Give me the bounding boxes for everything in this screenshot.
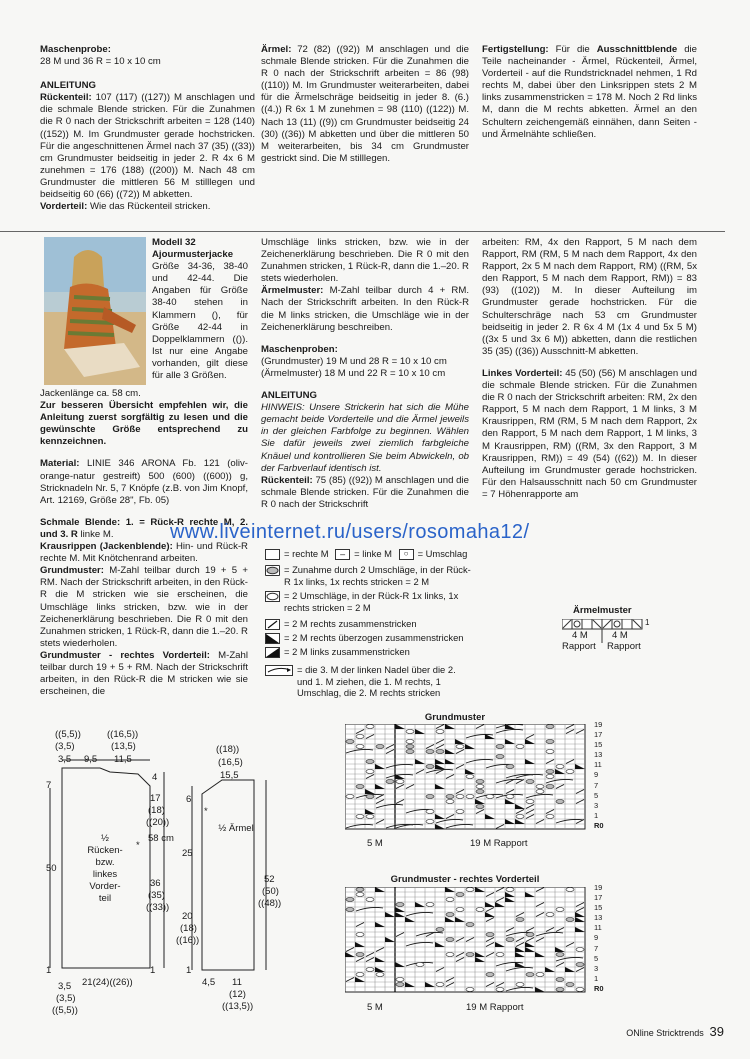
chart-yarnover-mark	[456, 745, 464, 749]
chart-yarnover-mark	[346, 908, 354, 912]
material-label: Material:	[40, 458, 80, 470]
ruecken-label: Rückenteil:	[261, 474, 313, 486]
mp-line2: (Ärmelmuster) 18 M und 22 R = 10 x 10 cm	[261, 367, 446, 379]
sleeve-b5: ((13,5))	[222, 1001, 254, 1012]
model-overview: Zur besseren Übersicht empfehlen wir, die Anleitung zuerst sorgfältig zu lesen und die gewünschte Größe entsprechend zu kennzeichnen.	[40, 400, 248, 448]
chart-yarnover-mark	[356, 745, 364, 749]
chart-yarnover-mark	[426, 795, 434, 799]
back-h7: 36	[150, 878, 161, 889]
model-title-a: Modell 32	[152, 237, 196, 248]
legend-row-1	[265, 548, 480, 562]
model-photo-illustration	[44, 237, 146, 385]
aermel-chart-label1: 4 M	[572, 630, 588, 641]
chart-yarnover-mark	[516, 918, 524, 922]
sleeve-b3: 11	[232, 977, 242, 988]
chart-row-number: 5	[594, 953, 599, 963]
chart1-grid	[345, 724, 591, 834]
chart-yarnover-mark	[366, 795, 374, 799]
chart-yarnover-mark	[366, 898, 374, 902]
chart-yarnover-mark	[536, 790, 544, 794]
chart-yarnover-mark	[526, 933, 534, 937]
chart-yarnover-mark	[546, 740, 554, 744]
aermel-chart-label2: 4 M	[612, 630, 628, 641]
rueckenteil-text: 107 (117) ((127)) M anschlagen und die schmale Blende stricken. Für die Zunahmen die R 0 nach der Strickschrift arbeiten = 128 (140) ((152)) M. Im Grundmuster gerade hochstricken. Für die angeschnittenen Ärmel nach 37 (35) ((33)) cm Grundmuster beidseitig in jeder 2. R 4x 6 M zunehmen = 176 (188) ((200)) M. Nach 48 cm Grundmuster die mittleren 56 M stilllegen und beidseitig 60 (66) ((72)) M abketten.	[40, 92, 255, 201]
legend-row-7	[265, 664, 480, 700]
back-t3: 3,5	[58, 754, 72, 765]
knit-symbol-icon	[265, 549, 280, 560]
chart-yarnover-mark	[406, 730, 414, 734]
legend-text: = 2 M rechts zusammenstricken	[284, 618, 417, 629]
fertig-text-b: die Teile nacheinander - Ärmel, Rückenteil, Ärmel, Vorderteil - auf die Rundstricknadel nehmen, 1 Rd rechts M, dabei über den Linksrippen stets 2 M links zusammenstricken = 178 M. Noch 2 Rd links M, dann die M rechts abketten. Ärmel an den Schultern zeichengemäß einnähen, dann Seiten - und Ärmelnähte schließen.	[482, 44, 697, 140]
back-h3: 17	[150, 793, 161, 804]
chart-yarnover-mark	[476, 908, 484, 912]
mid-anleitung: ANLEITUNG	[261, 390, 317, 402]
chart-yarnover-mark	[446, 795, 454, 799]
rueckenteil-label: Rückenteil:	[40, 92, 92, 104]
back-mark: 58 cm	[148, 833, 174, 844]
chart-row-number: 17	[594, 893, 603, 903]
chart-yarnover-mark	[486, 933, 494, 937]
chart-yarnover-mark	[356, 953, 364, 957]
page-footer	[626, 1024, 724, 1039]
sleeve-t2: (16,5)	[218, 757, 243, 768]
blende-label: Schmale Blende: 1. = Rück-R rechte M, 2. und 3. R	[40, 516, 248, 540]
chart-yarnover-mark	[546, 750, 554, 754]
chart-yarnover-mark	[526, 800, 534, 804]
double-yarnover-icon	[265, 591, 280, 602]
chart-yarnover-mark	[556, 988, 564, 992]
maschenprobe-text: 28 M und 36 R = 10 x 10 cm	[40, 56, 161, 68]
chart-yarnover-mark	[446, 938, 454, 942]
chart-yarnover-mark	[366, 968, 374, 972]
aermelmuster-label: Ärmelmuster:	[261, 285, 324, 297]
mp-line1: (Grundmuster) 19 M und 28 R = 10 x 10 cm	[261, 355, 447, 367]
aermel-chart-rep2: Rapport	[607, 641, 641, 652]
chart-row-number: 5	[594, 790, 599, 800]
chart2-left-label: 5 M	[367, 1002, 383, 1013]
mid-col2-text: Umschläge links stricken, bzw. wie in der Zeichenerklärung beschrieben. Die R 0 mit den Zunahmen stricken, 1 Rück-R, dann die 1.–20. R stets wiederholen.	[261, 237, 469, 285]
top-col-3	[482, 44, 697, 141]
chart-row-number: 3	[594, 963, 599, 973]
chart-yarnover-mark	[466, 988, 474, 992]
legend-text: = linke M	[354, 548, 392, 559]
chart-yarnover-mark	[496, 755, 504, 759]
anleitung-title: ANLEITUNG	[40, 80, 96, 92]
chart-yarnover-mark	[346, 795, 354, 799]
back-b3: 3,5	[58, 981, 72, 992]
chart-row-number: 17	[594, 730, 603, 740]
chart-yarnover-mark	[516, 983, 524, 987]
maschenprobe-title: Maschenprobe:	[40, 44, 111, 55]
legend-text: = Umschlag	[417, 548, 468, 559]
chart-yarnover-mark	[476, 785, 484, 789]
chart-yarnover-mark	[566, 918, 574, 922]
back-h1: 7	[46, 780, 52, 791]
model-col-3	[482, 237, 697, 501]
chart-yarnover-mark	[546, 775, 554, 779]
linkes-text: 45 (50) (56) M anschlagen und die schmale Blende stricken. Für die Zunahmen die R 0 nach der Strickschrift arbeiten: RM, 2x den Rapport, 5 M nach dem Rapport, 1 M links, 3 M Krausrippen, RM (RM, 5 M nach dem Rapport, 2x den Rapport, 5 M nach dem Rapport, 1 M links, 3 M Krausrippen, RM) ((RM, 3x den Rapport, 3 M Krausrippen, RM)) = 49 (54) ((62)) M. In dieser Aufteilung im Grundmuster gerade hochstricken. Für den Halsausschnitt nach 50 cm Grundmuster = 7 Höhenrapporte am	[482, 367, 697, 500]
chart-yarnover-mark	[536, 973, 544, 977]
chart-yarnover-mark	[496, 745, 504, 749]
chart-yarnover-mark	[446, 953, 454, 957]
aermel-text: 72 (82) ((92)) M anschlagen und die schmale Blende stricken. Für die Zunahmen die R 0 nach der Strickschrift arbeiten = 86 (98) ((110)) M. Im Grundmuster weiterarbeiten, dabei für die Ärmelschräge beidseitig in jeder 8. (6.) ((4.)) R 6x 1 M zunehmen = 98 (110) ((122)) M. Nach 13 (11) ((9)) cm Grundmuster beidseitig 24 (30) ((36)) M abketten und über die mittleren 50 M weiterarbeiten, bis 34 cm Grundmuster gestrickt sind. Die M stilllegen.	[261, 44, 469, 164]
legend-text: = rechte M	[284, 548, 329, 559]
chart-row-number: 7	[594, 943, 599, 953]
chart-yarnover-mark	[356, 933, 364, 937]
model-photo	[44, 237, 146, 385]
chart-yarnover-mark	[396, 780, 404, 784]
page-number: 39	[709, 1024, 724, 1039]
back-h4: (18)	[148, 805, 165, 816]
chart2-row-numbers	[594, 883, 604, 994]
chart-yarnover-mark	[446, 913, 454, 917]
sleeve-h5: ((16))	[176, 935, 200, 946]
watermark-url[interactable]: www.liveinternet.ru/users/rosomaha12/	[170, 521, 530, 543]
chart-yarnover-mark	[466, 953, 474, 957]
sleeve-h1: 6	[186, 794, 192, 805]
back-t2: (3,5)	[55, 741, 75, 752]
sleeve-h4: (18)	[180, 923, 197, 934]
vorderteil-label: Vorderteil:	[40, 201, 88, 213]
legend-text: = die 3. M der linken Nadel über die 2. und 1. M ziehen, die 1. M rechts, 1 Umschlag, die 2. M rechts stricken	[297, 664, 456, 699]
sleeve-b1: 1	[186, 965, 192, 976]
grund-label: Grundmuster:	[40, 565, 104, 577]
hinweis-text: HINWEIS: Unsere Strickerin hat sich die Mühe gemacht beide Vorderteile und die Ärmel jeweils in der gleichen Farbfolge zu beginnen. Wählen Sie dafür jeweils zwei ziemlich farbgleiche Knäuel und kontrollieren Sie beim Abwickeln, ob der Farbverlauf identisch ist.	[261, 402, 469, 474]
aermel-label: Ärmel:	[261, 44, 292, 55]
chart-yarnover-mark	[366, 760, 374, 764]
chart-yarnover-mark	[516, 815, 524, 819]
kraus-text: Hin- und Rück-R rechte M. Mit Knötchenrand arbeiten.	[40, 541, 248, 565]
legend-text: = Zunahme durch 2 Umschläge, in der Rück-R 1x links, 1x rechts stricken = 2 M	[284, 564, 471, 587]
chart-yarnover-mark	[556, 800, 564, 804]
chart-row-number: 7	[594, 780, 599, 790]
chart-yarnover-mark	[356, 815, 364, 819]
legend-text: = 2 M links zusammenstricken	[284, 646, 410, 657]
chart-row-number: 15	[594, 740, 603, 750]
chart-row-number: 11	[594, 923, 602, 933]
chart-yarnover-mark	[456, 893, 464, 897]
chart-yarnover-mark	[346, 898, 354, 902]
chart-yarnover-mark	[556, 978, 564, 982]
k2tog-icon	[265, 619, 280, 630]
sleeve-b2: 4,5	[202, 977, 216, 988]
chart-yarnover-mark	[526, 973, 534, 977]
chart-yarnover-mark	[566, 888, 574, 892]
chart1-left-label: 5 M	[367, 838, 383, 849]
chart-yarnover-mark	[406, 740, 414, 744]
chart-yarnover-mark	[496, 953, 504, 957]
sleeve-label: ½ Ärmel	[218, 823, 254, 834]
chart-yarnover-mark	[546, 913, 554, 917]
sleeve-h8: ((48))	[258, 898, 282, 909]
chart-row-number: 13	[594, 750, 603, 760]
sleeve-h6: 52	[264, 874, 275, 885]
legend-text: = 2 M rechts überzogen zusammenstricken	[284, 632, 464, 643]
chart-yarnover-mark	[406, 750, 414, 754]
back-b6: 21(24)((26))	[82, 977, 133, 988]
chart-yarnover-mark	[576, 948, 584, 952]
model-col-1	[152, 237, 248, 382]
chart-yarnover-mark	[366, 815, 374, 819]
chart1-rapport-label: 19 M Rapport	[470, 838, 528, 849]
chart-row-zero: R0	[594, 820, 604, 830]
aermel-chart-rownum: 1	[645, 618, 650, 627]
sleeve-t1: ((18))	[216, 744, 240, 755]
chart-yarnover-mark	[346, 740, 354, 744]
chart-yarnover-mark	[556, 765, 564, 769]
chart-yarnover-mark	[386, 780, 394, 784]
chart-yarnover-mark	[556, 908, 564, 912]
chart-yarnover-mark	[366, 725, 374, 729]
chart-yarnover-mark	[466, 888, 474, 892]
chart-yarnover-mark	[356, 888, 364, 892]
chart-yarnover-mark	[476, 790, 484, 794]
chart-yarnover-mark	[566, 770, 574, 774]
chart-yarnover-mark	[426, 765, 434, 769]
legend-row-3	[265, 590, 480, 614]
legend-row-4	[265, 618, 480, 632]
chart-yarnover-mark	[356, 973, 364, 977]
kraus-label: Krausrippen (Jackenblende):	[40, 541, 173, 553]
grund2-label: Grundmuster - rechtes Vorderteil:	[40, 649, 210, 661]
chart-yarnover-mark	[506, 795, 514, 799]
back-t5: ((16,5))	[107, 729, 139, 740]
legend-row-2	[265, 564, 480, 588]
ruecken-text: 75 (85) ((92)) M anschlagen und die schmale Blende stricken. Für die Zunahmen die R 0 nach der Strickschrift	[261, 474, 469, 510]
linkes-label: Linkes Vorderteil:	[482, 367, 563, 379]
aermel-chart-rep1: Rapport	[562, 641, 596, 652]
back-h2: 4	[152, 772, 158, 783]
chart-yarnover-mark	[486, 795, 494, 799]
chart2-rapport-label: 19 M Rapport	[466, 1002, 524, 1013]
chart-row-number: 11	[594, 760, 602, 770]
ssk-icon	[265, 633, 280, 644]
chart-yarnover-mark	[546, 815, 554, 819]
back-t7: 11,5	[114, 754, 132, 765]
top-col-2	[261, 44, 469, 165]
chart-yarnover-mark	[416, 963, 424, 967]
sleeve-b4: (12)	[229, 989, 246, 1000]
fertig-label: Fertigstellung:	[482, 44, 549, 55]
sleeve-h7: (50)	[262, 886, 279, 897]
mp-label: Maschenproben:	[261, 343, 338, 355]
chart-yarnover-mark	[396, 903, 404, 907]
back-star: *	[136, 840, 140, 851]
chart-row-number: 3	[594, 800, 599, 810]
top-col-1	[40, 44, 255, 213]
chart-yarnover-mark	[476, 805, 484, 809]
back-b4: (3,5)	[56, 993, 76, 1004]
chart-yarnover-mark	[456, 795, 464, 799]
section-divider	[0, 231, 725, 232]
yarnover-symbol-icon: ○	[399, 549, 414, 560]
model-sizes: Größe 34-36, 38-40 und 42-44. Die Angaben für Größe 38-40 stehen in Klammern (), für Größe 42-44 in Doppelklammern (()). Ist nur eine Angabe vorhanden, gilt diese für alle 3 Größen.	[152, 261, 248, 382]
ausschnitt-label: Ausschnittblende	[596, 44, 678, 55]
chart-yarnover-mark	[506, 938, 514, 942]
legend-row-6	[265, 646, 480, 660]
chart-yarnover-mark	[376, 745, 384, 749]
model-length: Jackenlänge ca. 58 cm.	[40, 388, 141, 399]
back-label: ½ Rücken- bzw. linkes Vorder- teil	[87, 833, 123, 904]
back-b1: 1	[46, 965, 52, 976]
chart-yarnover-mark	[506, 888, 514, 892]
chart-yarnover-mark	[426, 750, 434, 754]
legend-text: = 2 Umschläge, in der Rück-R 1x links, 1x rechts stricken = 2 M	[284, 590, 459, 613]
chart-yarnover-mark	[546, 770, 554, 774]
back-b5: ((5,5))	[52, 1005, 78, 1016]
chart-yarnover-mark	[396, 978, 404, 982]
chart2-grid	[345, 887, 591, 997]
chart-yarnover-mark	[446, 800, 454, 804]
chart-row-number: 1	[594, 973, 599, 983]
chart-row-number: 13	[594, 913, 603, 923]
chart-yarnover-mark	[426, 810, 434, 814]
p2tog-icon	[265, 647, 280, 658]
increase-symbol-icon	[265, 565, 280, 576]
chart-row-number: 9	[594, 933, 599, 943]
chart-yarnover-mark	[426, 820, 434, 824]
sleeve-t3: 15,5	[220, 770, 239, 781]
sleeve-h3: 20	[182, 911, 193, 922]
model-title-b: Ajourmusterjacke	[152, 249, 234, 261]
aermel-chart-title: Ärmelmuster	[573, 605, 632, 616]
chart-yarnover-mark	[436, 928, 444, 932]
chart-row-zero: R0	[594, 983, 604, 993]
chart-yarnover-mark	[466, 775, 474, 779]
chart-yarnover-mark	[406, 745, 414, 749]
chart-yarnover-mark	[436, 730, 444, 734]
chart1-title: Grundmuster	[424, 712, 486, 723]
chart-yarnover-mark	[546, 785, 554, 789]
chart1-row-numbers	[594, 720, 604, 831]
chart-yarnover-mark	[426, 903, 434, 907]
back-h5: ((20))	[146, 817, 170, 828]
chart-yarnover-mark	[436, 983, 444, 987]
chart-yarnover-mark	[466, 795, 474, 799]
chart-yarnover-mark	[436, 750, 444, 754]
chart-yarnover-mark	[446, 898, 454, 902]
back-h6: 50	[46, 863, 57, 874]
chart-yarnover-mark	[576, 963, 584, 967]
sleeve-h2: 25	[182, 848, 193, 859]
material-text: LINIE 346 ARONA Fb. 121 (oliv-orange-natur gestreift) 500 (600) ((600)) g, Stricknadeln Nr. 5, 7 Knöpfe (z.B. von Jim Knopf, Art. 12169, Größe 28", Fb. 05)	[40, 458, 248, 506]
chart-row-number: 9	[594, 770, 599, 780]
chart-row-number: 19	[594, 720, 603, 729]
aermelmuster-text: M-Zahl teilbar durch 4 + RM. Nach der Strickschrift arbeiten. In den Rück-R die M links stricken, die Umschläge wie in der Zeichenerklärung beschreiben.	[261, 285, 469, 333]
chart-yarnover-mark	[526, 780, 534, 784]
chart-yarnover-mark	[576, 988, 584, 992]
footer-magazine: ONline Stricktrends	[626, 1028, 704, 1038]
chart-yarnover-mark	[356, 785, 364, 789]
fertig-text-a: Für die	[555, 44, 590, 55]
chart-yarnover-mark	[396, 983, 404, 987]
chart-row-number: 1	[594, 810, 599, 820]
chart-yarnover-mark	[486, 973, 494, 977]
chart-yarnover-mark	[456, 908, 464, 912]
chart-yarnover-mark	[356, 735, 364, 739]
back-t4: 9,5	[84, 754, 98, 765]
chart-yarnover-mark	[536, 785, 544, 789]
back-t6: (13,5)	[111, 741, 136, 752]
chart2-title: Grundmuster - rechtes Vorderteil	[390, 874, 540, 885]
chart-yarnover-mark	[476, 780, 484, 784]
back-h8: (35)	[148, 890, 165, 901]
sleeve-star: *	[204, 806, 208, 817]
chart-yarnover-mark	[376, 973, 384, 977]
chart-yarnover-mark	[556, 953, 564, 957]
back-h9: ((33))	[146, 902, 170, 913]
blende-text: linke M.	[80, 528, 114, 540]
legend-row-5	[265, 632, 480, 646]
chart-yarnover-mark	[516, 745, 524, 749]
grund-text: M-Zahl teilbar durch 19 + 5 + RM. Nach der Strickschrift arbeiten, in den Rück-R die M stricken wie sie erscheinen, die Umschläge links stricken, bzw. wie in der Zeichenerklärung beschrieben. Die R 0 mit den Zunahmen stricken, 1 Rück-R, dann die 1.–20. R stets wiederholen.	[40, 565, 248, 649]
chart-yarnover-mark	[566, 983, 574, 987]
chart-yarnover-mark	[456, 810, 464, 814]
vorderteil-text: Wie das Rückenteil stricken.	[89, 201, 211, 213]
purl-symbol-icon: –	[335, 549, 350, 560]
back-t1: ((5,5))	[55, 729, 81, 740]
grund2-text: M-Zahl teilbar durch 19 + 5 + RM. Nach der Strickschrift arbeiten, in den Rück-R die M stricken wie sie erscheinen, die	[40, 649, 248, 698]
chart-row-number: 19	[594, 883, 603, 892]
chart-row-number: 15	[594, 903, 603, 913]
chart-yarnover-mark	[466, 923, 474, 927]
chart-yarnover-mark	[506, 765, 514, 769]
model-col-2	[261, 237, 469, 511]
back-b2: 1	[150, 965, 156, 976]
cross-stitch-icon	[265, 665, 293, 676]
symbol-legend	[265, 548, 480, 700]
mid-col3-text: arbeiten: RM, 4x den Rapport, 5 M nach dem Rapport, RM (RM, 5 M nach dem Rapport, 4x den Rapport, 2x 5 M nach dem Rapport, RM) ((RM, 5x den Rapport, 5 M nach dem Rapport, RM)) = 83 (93) ((102)) M. In dieser Aufteilung im Grundmuster gerade hochstricken. Für die Schulterschräge nach 53 cm Grundmuster beidseitig in jeder 2. R 6x 4 M (1x 4 und 5x 5 M) ((3x 5 und 3x 6 M)) abketten, dann die restlichen 35 (35) ((36)) Ausschnitt-M abketten.	[482, 237, 697, 357]
chart-yarnover-mark	[496, 988, 504, 992]
chart-yarnover-mark	[356, 893, 364, 897]
chart-yarnover-mark	[366, 770, 374, 774]
chart-yarnover-mark	[546, 725, 554, 729]
